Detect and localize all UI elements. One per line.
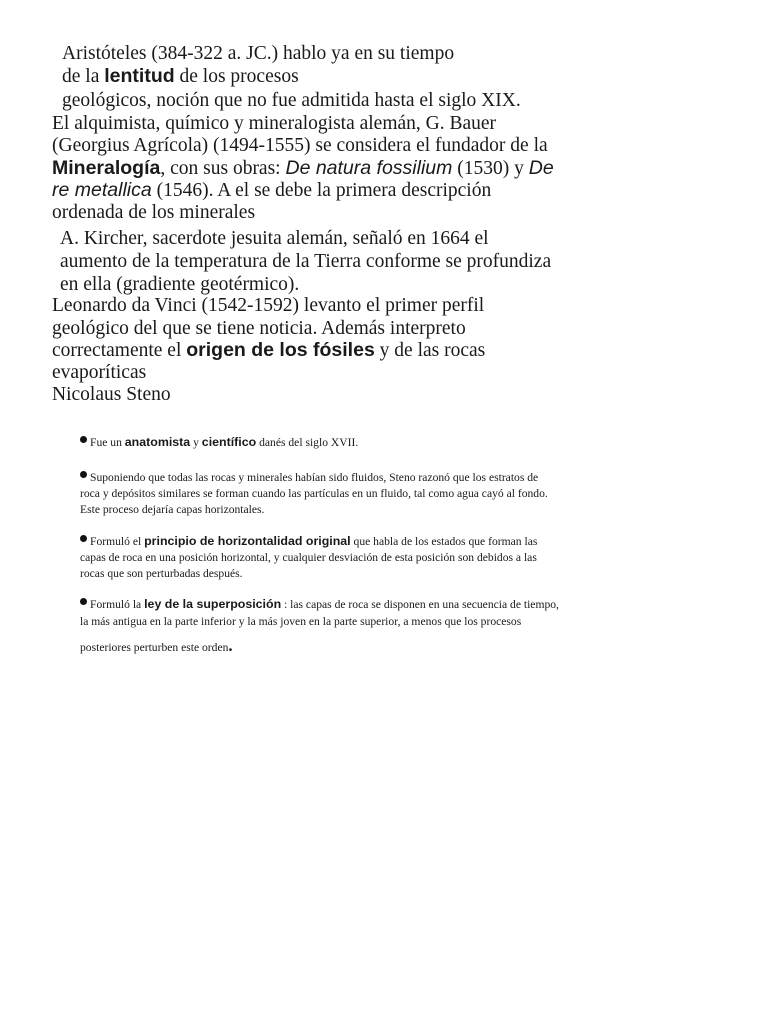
italic-title: re metallica <box>52 179 152 201</box>
bullet-item: Fue un anatomista y científico danés del siglo XVII. <box>80 434 720 451</box>
bullet-item: Suponiendo que todas las rocas y minerales habían sido fluidos, Steno razonó que los estratos de roca y depósitos similares se forman cuando las partículas en un fluido, tal como agua cayó al fondo. Este proceso dejaría capas horizontales. <box>80 471 548 516</box>
text-line: A. Kircher, sacerdote jesuita alemán, señaló en 1664 el <box>60 228 489 249</box>
text-line: Aristóteles (384-322 a. JC.) hablo ya en su tiempo <box>62 43 455 64</box>
text-line: re metallica (1546). A el se debe la primera descripción <box>52 179 492 201</box>
text-line: Nicolaus Steno <box>52 384 171 405</box>
bold-term: origen de los fósiles <box>186 339 375 361</box>
bullet-icon <box>80 535 87 542</box>
text-line: evaporíticas <box>52 362 147 383</box>
text-line: ordenada de los minerales <box>52 202 256 223</box>
text-line: geológico del que se tiene noticia. Además interpreto <box>52 318 466 339</box>
text-line: geológicos, noción que no fue admitida hasta el siglo XIX. <box>62 90 521 111</box>
bold-term: ley de la superposición <box>144 597 282 611</box>
bold-term: principio de horizontalidad original <box>144 534 351 548</box>
text-line: Leonardo da Vinci (1542-1592) levanto el primer perfil <box>52 295 485 316</box>
text-line: correctamente el origen de los fósiles y de las rocas <box>52 339 486 361</box>
text-line: (Georgius Agrícola) (1494-1555) se considera el fundador de la <box>52 135 548 156</box>
bold-term: lentitud <box>104 65 175 87</box>
bullet-item: Formuló el principio de horizontalidad original que habla de los estados que forman las capas de roca en una posición horizontal, y cualquier desviación de esta posición son debidos a las rocas que son perturbadas después. <box>80 534 538 580</box>
text-line: en ella (gradiente geotérmico). <box>60 274 300 295</box>
italic-title: De <box>528 157 554 179</box>
text-line: El alquimista, químico y mineralogista alemán, G. Bauer <box>52 113 497 134</box>
bullet-icon <box>80 436 87 443</box>
bold-term: anatomista <box>124 435 191 449</box>
bullet-icon <box>80 471 87 478</box>
text-line: Mineralogía, con sus obras: De natura fossilium (1530) y De <box>52 157 554 179</box>
italic-title: De natura fossilium <box>285 157 453 179</box>
text-line: aumento de la temperatura de la Tierra conforme se profundiza <box>60 251 552 272</box>
bullet-icon <box>80 598 87 605</box>
bullet-item: Formuló la ley de la superposición : las capas de roca se disponen en una secuencia de tiempo, la más antigua en la parte inferior y la más joven en la parte superior, a menos que los procesos posteriores perturben este orden. <box>80 597 559 655</box>
bold-term: científico <box>201 435 257 449</box>
text-line: de la lentitud de los procesos <box>62 65 299 87</box>
bold-term: Mineralogía <box>52 157 161 179</box>
